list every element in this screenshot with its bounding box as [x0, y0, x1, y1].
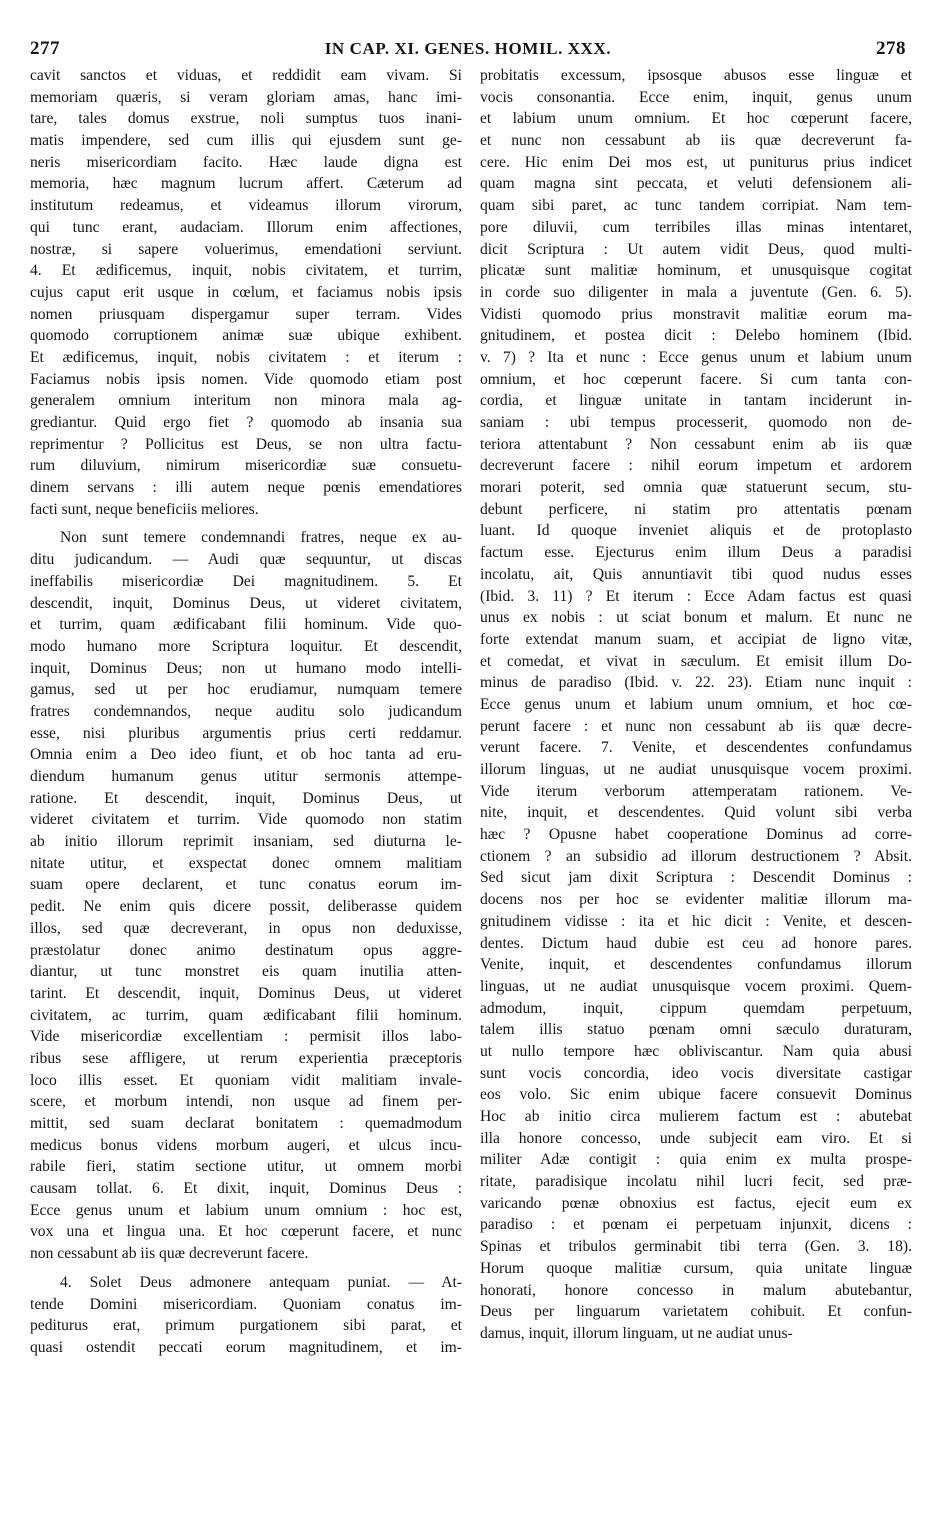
- text-line: sunt vocis concordia, ideo vocis diversitate castigar: [480, 1064, 912, 1082]
- text-line: illorum linguas, ut ne audiat unusquisque vocem proximi.: [480, 761, 912, 778]
- text-line: in corde suo diligenter in mala a juventute (Gen. 6. 5).: [480, 283, 912, 301]
- text-line: neris misericordiam facito. Hæc laude digna est: [30, 153, 462, 171]
- text-line: scere, et morbum intendi, non usque ad finem per-: [30, 1093, 462, 1111]
- text-line: decreverunt facere : nihil eorum impetum et ardorem: [480, 457, 912, 475]
- text-line: inquit, Dominus Deus; non ut humano modo intelli-: [30, 659, 462, 677]
- text-line: vocis consonantia. Ecce enim, inquit, genus unum: [480, 88, 912, 106]
- text-line: honorati, honore concesso in malum abutebantur,: [480, 1281, 912, 1299]
- text-line: reprimentur ? Pollicitus est Deus, se non ultra factu-: [30, 435, 462, 453]
- text-line: generalem omnium interitum non minora mala ag-: [30, 392, 462, 410]
- text-line: pedit. Ne enim quis dicere possit, deliberasse quidem: [30, 898, 462, 916]
- text-line: pediturus erat, primum purgationem sibi parat, et: [30, 1317, 462, 1335]
- text-line: Vide iterum verborum attemperatam rationem. Ve-: [480, 782, 912, 800]
- text-line: docens nos per hoc se evidenter malitiæ illorum ma-: [480, 891, 912, 909]
- text-line: Hoc ab initio circa mulierem factum est : abutebat: [480, 1108, 912, 1125]
- text-line: causam tollat. 6. Et dixit, inquit, Dominus Deus :: [30, 1180, 462, 1198]
- text-line: facti sunt, neque beneficiis meliores.: [30, 500, 259, 518]
- text-line: gnitudinem vidisse : ita et hic dicit : Venite, et descen-: [480, 912, 912, 930]
- text-line: medicus bonus videns morbum augeri, et ulcus incu-: [30, 1136, 462, 1154]
- text-line: rum diluvium, nimirum misericordiæ suæ consuetu-: [30, 457, 462, 475]
- text-line: varicando pœnæ obnoxius est factus, ejecit eum ex: [480, 1194, 912, 1212]
- text-line: Spinas et tribulos germinabit tibi terra (Gen. 3. 18).: [480, 1238, 912, 1256]
- text-line: dinem servans : illi autem neque pœnis emendatiores: [30, 479, 462, 497]
- text-line: et turrim, quam ædificabant filii hominum. Vide quo-: [30, 616, 462, 634]
- text-line: vox una et lingua una. Et hoc cœperunt facere, et nunc: [30, 1223, 462, 1241]
- text-line: hæc ? Opusne habet cooperatione Dominus ad corre-: [480, 826, 912, 844]
- text-line: teriora attentabunt ? Non cessabunt enim ab iis quæ: [480, 435, 912, 453]
- text-line: modo humano more Scriptura loquitur. Et descendit,: [30, 637, 462, 655]
- text-line: tare, tales domus exstrue, noli sumptus tuos inani-: [30, 110, 462, 128]
- text-line: et labium unum omnium. Et hoc cœperunt facere,: [480, 110, 912, 128]
- text-line: v. 7) ? Ita et nunc : Ecce genus unum et labium unum: [480, 348, 912, 366]
- running-title: IN CAP. XI. GENES. HOMIL. XXX.: [324, 39, 612, 58]
- text-line: matis impendere, sed cum illis qui ejusdem sunt ge-: [30, 132, 462, 150]
- text-line: descendit, inquit, Dominus Deus, ut videret civitatem,: [30, 594, 462, 612]
- text-line: probitatis excessum, ipsosque abusos esse linguæ et: [480, 67, 912, 84]
- text-line: 4. Solet Deus admonere antequam puniat. — At-: [60, 1273, 462, 1291]
- text-line: Omnia enim a Deo ideo fiunt, et ob hoc tanta ad eru-: [30, 746, 462, 764]
- text-line: quomodo corruptionem animæ suæ ubique exhibent.: [30, 327, 462, 345]
- text-line: nostræ, si sapere voluerimus, emendationi serviunt.: [30, 240, 462, 258]
- text-line: gnitudinem, et postea dicit : Delebo hominem (Ibid.: [480, 327, 912, 345]
- text-line: videret civitatem et turrim. Vide quomodo non statim: [30, 811, 462, 829]
- text-line: quasi ostendit peccati eorum magnitudinem, et im-: [30, 1338, 462, 1356]
- text-line: minus de paradiso (Ibid. v. 22. 23). Etiam nunc inquit :: [480, 674, 912, 692]
- text-line: debunt perficere, ni statim pro attentatis pœnam: [480, 500, 912, 518]
- text-line: Ecce genus unum et labium unum omnium, et hoc cœ-: [480, 695, 912, 713]
- text-line: ut nullo tempore hæc obliviscantur. Nam quia abusi: [480, 1042, 912, 1060]
- paragraph-gap: [30, 520, 462, 527]
- text-line: ditu judicandum. — Audi quæ sequuntur, ut discas: [30, 551, 462, 569]
- text-line: rabile fieri, statim sectione utitur, ut omnem morbi: [30, 1158, 462, 1176]
- text-line: præstolatur donec animo destinatum opus aggre-: [30, 941, 462, 959]
- text-line: (Ibid. 3. 11) ? Et iterum : Ecce Adam factus est quasi: [480, 587, 912, 605]
- text-line: Venite, inquit, et descendentes confundamus illorum: [480, 956, 912, 974]
- text-line: Sed sicut jam dixit Scriptura : Descendit Dominus :: [480, 869, 912, 887]
- text-line: illa honore concesso, unde subjecit eam viro. Et si: [480, 1129, 912, 1147]
- page-header: [30, 34, 906, 64]
- text-line: loco illis esset. Et quoniam vidit malitiam invale-: [30, 1071, 462, 1089]
- text-line: militer Adæ contigit : quia enim ex multa prospe-: [480, 1151, 912, 1169]
- text-line: tende Domini misericordiam. Quoniam conatus im-: [30, 1295, 462, 1313]
- left-text-column: [30, 65, 462, 1359]
- text-line: gamus, sed ut per hoc erudiamur, numquam temere: [30, 681, 462, 699]
- text-line: nomen priusquam dispergamur super terram. Vides: [30, 305, 462, 323]
- text-line: civitatem, ac turrim, quam ædificabant filii hominum.: [30, 1006, 462, 1024]
- text-line: omnium, et hoc cœperunt facere. Si cum tanta con-: [480, 370, 912, 388]
- text-line: paradiso : et pœnam ei perpetuam injunxit, dicens :: [480, 1216, 912, 1234]
- text-line: ritate, paradisique incolatu nihil lucri fecit, sed præ-: [480, 1173, 912, 1191]
- text-line: forte extendat manum suam, et accipiat de ligno vitæ,: [480, 630, 912, 648]
- text-line: quam sibi paret, ac tunc tandem corripiat. Nam tem-: [480, 197, 912, 215]
- text-line: memoria, hæc magnum lucrum affert. Cæterum ad: [30, 175, 462, 193]
- paragraph-gap: [30, 1265, 462, 1272]
- text-line: tarint. Et descendit, inquit, Dominus Deus, ut videret: [30, 984, 462, 1002]
- text-line: damus, inquit, illorum linguam, ut ne audiat unus-: [480, 1324, 793, 1342]
- text-line: nitate utitur, et exspectat donec omnem malitiam: [30, 854, 462, 872]
- text-line: diantur, ut tunc monstret eis quam inutilia atten-: [30, 963, 462, 981]
- text-line: talem illis statuo pœnam omni sæculo duraturam,: [480, 1021, 912, 1039]
- text-line: institutum redeamus, et videamus illorum virorum,: [30, 197, 462, 215]
- text-line: nite, inquit, et descendentes. Quid volunt sibi verba: [480, 804, 912, 822]
- text-line: illos, sed quæ decreverant, in opus non deduxisse,: [30, 919, 462, 937]
- text-line: ratione. Et descendit, inquit, Dominus Deus, ut: [30, 789, 462, 807]
- text-line: perunt facere : et nunc non cessabunt ab iis quæ decre-: [480, 717, 912, 735]
- text-line: verunt facere. 7. Venite, et descendentes confundamus: [480, 739, 912, 757]
- text-line: plicatæ sunt malitiæ hominum, et unusquisque cogitat: [480, 262, 912, 280]
- text-line: Vide misericordiæ excellentiam : permisit illos labo-: [30, 1028, 462, 1046]
- text-line: unus ex nobis : ut sciat bonum et malum. Et nunc ne: [480, 609, 912, 627]
- text-line: ineffabilis misericordiæ Dei magnitudinem. 5. Et: [30, 572, 462, 590]
- text-line: luant. Id quoque inveniet aliquis et de protoplasto: [480, 522, 912, 540]
- text-line: cavit sanctos et viduas, et reddidit eam vivam. Si: [30, 67, 462, 84]
- text-line: Ecce genus unum et labium unum omnium : hoc est,: [30, 1201, 462, 1219]
- text-line: 4. Et ædificemus, inquit, nobis civitatem, et turrim,: [30, 262, 462, 280]
- text-line: qui tunc erant, audaciam. Illorum enim affectiones,: [30, 218, 462, 236]
- text-line: Horum quoque malitiæ cursum, quia unitate linguæ: [480, 1259, 912, 1277]
- text-line: non cessabunt ab iis quæ decreverunt facere.: [30, 1245, 309, 1263]
- text-line: pore diluvii, cum terribiles illas minas intentaret,: [480, 218, 912, 236]
- text-line: cordia, et linguæ unitate in tantam inciderunt in-: [480, 392, 912, 410]
- text-line: grediantur. Quid ergo fiet ? quomodo ab insania sua: [30, 414, 462, 431]
- text-line: et nunc non cessabunt ab iis quæ decreverunt fa-: [480, 132, 912, 150]
- text-line: factum esse. Ejecturus enim illum Deus a paradisi: [480, 544, 912, 562]
- text-line: fratres condemnandos, neque auditu solo judicandum: [30, 702, 462, 720]
- text-line: ab initio illorum reprimit insaniam, sed diuturna le-: [30, 833, 462, 851]
- text-line: quam magna sint peccata, et veluti defensionem ali-: [480, 175, 912, 193]
- text-line: linguas, ut ne audiat unusquisque vocem proximi. Quem-: [480, 977, 912, 995]
- text-line: dentes. Dictum haud dubie est ceu ad honore pares.: [480, 934, 912, 952]
- text-line: admodum, inquit, cippum quemdam perpetuum,: [480, 999, 912, 1017]
- text-line: suam opere declarent, et tunc conatus eorum im-: [30, 876, 462, 894]
- text-line: dicit Scriptura : Ut autem vidit Deus, quod multi-: [480, 240, 912, 258]
- text-line: Faciamus nobis ipsis nomen. Vide quomodo etiam post: [30, 370, 462, 388]
- text-line: diendum humanum genus utitur sermonis attempe-: [30, 768, 462, 785]
- text-line: ctionem ? an subsidio ad illorum destructionem ? Absit.: [480, 847, 912, 865]
- text-line: cujus caput erit usque in cœlum, et faciamus nobis ipsis: [30, 283, 462, 301]
- text-line: ribus sese affligere, ut rerum experientia præceptoris: [30, 1049, 462, 1067]
- text-line: Vidisti quomodo prius monstravit malitiæ eorum ma-: [480, 305, 912, 323]
- text-line: esse, nisi pluribus argumentis prius certi reddamur.: [30, 724, 462, 742]
- right-text-column: [480, 65, 912, 1345]
- right-page-number: 278: [875, 38, 906, 59]
- text-line: cere. Hic enim Dei mos est, ut puniturus prius indicet: [480, 153, 912, 171]
- text-line: Non sunt temere condemnandi fratres, neque ex au-: [60, 529, 462, 547]
- text-line: eos volo. Sic enim ubique facere consuevit Dominus: [480, 1086, 912, 1104]
- text-line: et comedat, et vivat in sæculum. Et emisit illum Do-: [480, 652, 912, 670]
- text-line: mittit, sed suam declarat bonitatem : quemadmodum: [30, 1115, 462, 1132]
- text-line: memoriam quæris, si veram gloriam amas, hanc imi-: [30, 88, 462, 106]
- text-line: morari poterit, sed omnia quæ statuerunt secum, stu-: [480, 479, 912, 497]
- text-line: incolatu, ait, Quis annuntiavit tibi quod nudus esses: [480, 565, 912, 583]
- text-line: saniam : ubi tempus processerit, quomodo non de-: [480, 414, 912, 431]
- text-line: Et ædificemus, inquit, nobis civitatem : et iterum :: [30, 348, 462, 366]
- left-page-number: 277: [30, 38, 60, 59]
- text-line: Deus per linguarum varietatem cohibuit. Et confun-: [480, 1303, 912, 1321]
